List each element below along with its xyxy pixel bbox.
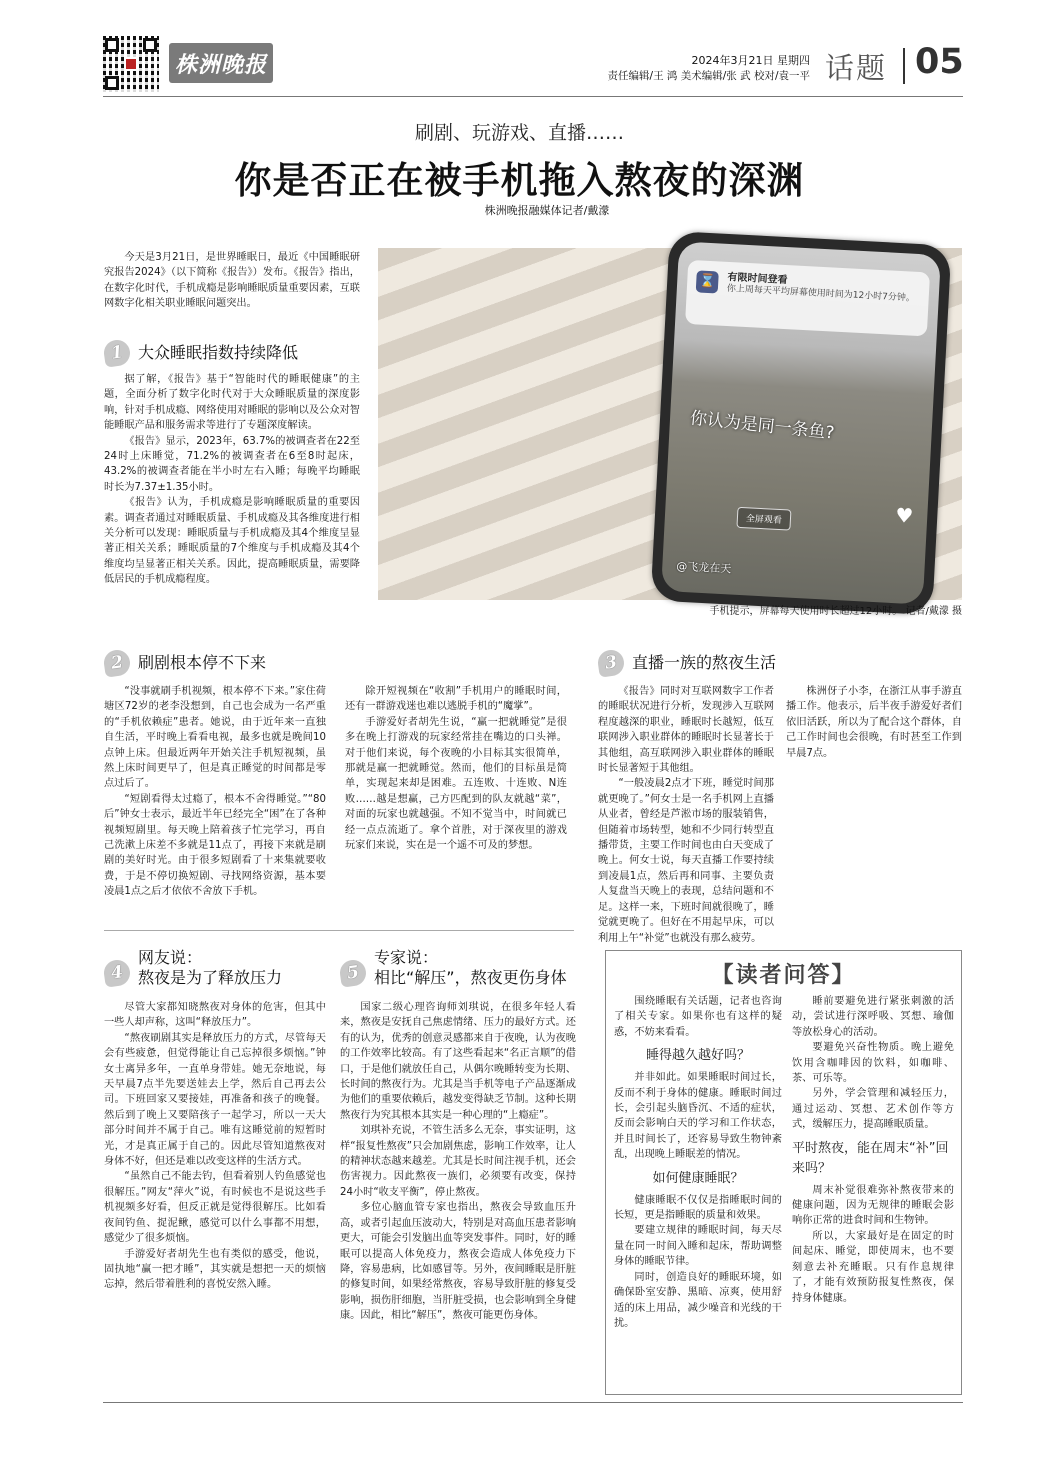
editors-line: 责任编辑/王 鸿 美术编辑/张 武 校对/袁一平	[607, 70, 810, 82]
qa-a2-p6: 另外，学会管理和减轻压力，通过运动、冥想、艺术创作等方式，缓解压力，提高睡眠质量。	[792, 1088, 954, 1131]
section-3-title: 直播一族的熬夜生活	[632, 653, 777, 672]
section-2-number: 2	[102, 648, 131, 677]
section-name: 话题	[825, 51, 888, 85]
qa-a2-p2: 要建立规律的睡眠时间，每天尽量在同一时间入睡和起床，帮助调整身体的睡眠节律。	[614, 1225, 782, 1268]
section-2-p2: “短剧看得太过瘾了，根本不舍得睡觉。”“80后”钟女士表示，最近半年已经完全“困”在了各种视频短剧里。每天晚上陪着孩子忙完学习，再自己洗漱上床差不多就是11点了，再接下来就是刷剧的美好时光。由于很多短剧看了十来集就要收费，于是不停切换短剧、寻找网络资源，基本要凌晨1点之后才依依不舍放下手机。	[104, 793, 326, 898]
video-caption: 你认为是同一条鱼?	[689, 408, 836, 444]
section-4-p3: “虽然自己不能去钓，但看着别人钓鱼感觉也很解压。”网友“萍火”说，有时候也不是说这些手机视频多好看，但反正就是觉得很解压。比如看夜间钓鱼、捉泥鳅，感觉可以什么事都不用想，感觉少了很多烦恼。	[104, 1171, 326, 1245]
qa-q2: 如何健康睡眠？	[652, 1170, 744, 1186]
lead-paragraph	[104, 250, 360, 312]
qa-col-b	[792, 994, 954, 1390]
section-4-number: 4	[102, 958, 131, 987]
section-3-number: 3	[596, 648, 625, 677]
section-5-number: 5	[338, 958, 367, 987]
section-4-title-line2: 熬夜是为了释放压力	[138, 968, 283, 987]
masthead-text: 株洲晚报	[174, 51, 267, 78]
section-3-heading	[598, 650, 776, 676]
section-5-p3: 多位心脑血管专家也指出，熬夜会导致血压升高，或者引起血压波动大，特别是对高血压患者影响更大，可能会引发脑出血等突发事件。同时，好的睡眠可以提高人体免疫力，熬夜会造成人体免疫力下降，容易患病，比如感冒等。另外，夜间睡眠是肝脏的修复时间，如果经常熬夜，容易导致肝脏的修复受影响，损伤肝细胞，当肝脏受损，也会影响到全身健康。因此，相比“解压”，熬夜可能更伤身体。	[340, 1202, 576, 1322]
section-3-p1: 《报告》同时对互联网数字工作者的睡眠状况进行分析，发现涉入互联网程度越深的职业，睡眠时长越短，低互联网涉入职业群体的睡眠时长显著长于其他组，高互联网涉入职业群体的睡眠时长显著短于其他组。	[598, 686, 774, 775]
section-2-title: 刷剧根本停不下来	[138, 653, 267, 672]
section-5-p2: 刘琪补充说，不管生活多么无奈，事实证明，这样“报复性熬夜”只会加剧焦虑，影响工作效率，让人的精神状态越来越差。尤其是长时间注视手机，还会伤害视力。因此熬夜一族们，必须要有改变，保持24小时“收支平衡”，停止熬夜。	[340, 1125, 576, 1198]
qa-q3: 平时熬夜，能在周末“补”回来吗？	[792, 1140, 949, 1176]
qa-a2-p1: 健康睡眠不仅仅是指睡眠时间的长短，更是指睡眠的质量和效果。	[614, 1194, 782, 1222]
qa-q1: 睡得越久越好吗？	[645, 1048, 750, 1064]
section-3-col-a	[598, 684, 774, 944]
masthead-logo	[169, 43, 273, 83]
photo-caption: 手机提示，屏幕每天使用时长超过12小时。 记者/戴濛 摄	[709, 606, 962, 617]
hourglass-icon: ⌛	[696, 270, 719, 293]
section-2-heading	[104, 650, 266, 676]
qa-intro: 围绕睡眠有关话题，记者也咨询了相关专家。如果你也有这样的疑惑，不妨来看看。	[614, 996, 782, 1038]
section-1-title: 大众睡眠指数持续降低	[138, 343, 299, 362]
photo	[378, 248, 962, 600]
header-rule	[103, 96, 963, 97]
section-3-col-b	[786, 684, 962, 916]
section-4-heading	[104, 948, 282, 988]
section-2-col-a	[104, 684, 326, 916]
section-2-p4: 手游爱好者胡先生说，“赢一把就睡觉”是很多在晚上打游戏的玩家经常挂在嘴边的口头禅。对于他们来说，每个夜晚的小目标其实很简单，那就是赢一把就睡觉。然而，他们的目标虽是简单，实现起来却是困难。五连败、十连败、N连败……越是想赢，己方匹配到的队友就越“菜”，对面的玩家也就越强。不知不觉当中，时间就已经一点点流逝了。拿个首胜，对于深夜里的游戏玩家们来说，实在是一个遥不可及的梦想。	[345, 716, 567, 852]
account-name: @飞龙在天	[675, 559, 732, 576]
reader-qa-title: 【读者问答】	[711, 963, 856, 988]
phone-screen	[661, 241, 941, 604]
heart-icon[interactable]: ♥	[894, 503, 914, 528]
qa-a3-p1: 周末补觉很难弥补熬夜带来的健康问题，因为无规律的睡眠会影响你正常的进食时间和生物钟。	[792, 1184, 954, 1227]
section-4-p2: “熬夜刷剧其实是释放压力的方式，尽管每天会有些疲惫，但觉得能让自己忘掉很多烦恼。”钟女士离异多年，一直单身带娃。她无奈地说，每天早晨7点半先要送娃去上学，然后自己再去公司。下班回家又要接娃，再准备和孩子的晚餐。然后到了晚上又要陪孩子一起学习，所以一天大部分时间并不属于自己。唯有这睡觉前的短暂时光，才是真正属于自己的。因此尽管知道熬夜对身体不好，但还是难以改变这样的生活方式。	[104, 1032, 326, 1168]
section-5-heading	[340, 948, 567, 988]
section-5-p1: 国家二级心理咨询师刘琪说，在很多年轻人看来，熬夜是安抚自己焦虑情绪、压力的最好方式。还有的认为，优秀的创意灵感都来自于夜晚，认为夜晚的工作效率比较高。有了这些看起来“名正言顺”的借口，于是他们就放任自己，从偶尔晚睡转变为长期、长时间的熬夜行为。尤其是当手机等电子产品逐渐成为他们的重要依赖后，越发变得缺乏节制。这种长期熬夜行为究其根本其实是一种心理的“上瘾症”。	[340, 1002, 576, 1121]
section-1-p2: 《报告》显示，2023年，63.7%的被调查者在22至24时上床睡觉，71.2%的被调查者在6至8时起床，43.2%的被调查者能在半小时左右入睡；每晚平均睡眠时长为7.37±1.35小时。	[104, 435, 360, 493]
notification-title: 有限时间登看	[727, 271, 788, 287]
qa-a2-p5: 要避免兴奋性物质。晚上避免饮用含咖啡因的饮料，如咖啡、茶、可乐等。	[792, 1042, 954, 1085]
fullscreen-button[interactable]	[736, 507, 791, 531]
section-5-title-line2: 相比“解压”，熬夜更伤身体	[374, 968, 567, 987]
fullscreen-label: 全屏观看	[745, 514, 783, 527]
qr-code	[103, 36, 159, 92]
section-1-p3: 《报告》认为，手机成瘾是影响睡眠质量的重要因素。调查者通过对睡眠质量、手机成瘾及其各维度进行相关分析可以发现：睡眠质量与手机成瘾及其4个维度呈显著正相关关系；睡眠质量的7个维度与手机成瘾及其4个维度均呈显著正相关关系。因此，提高睡眠质量，需要降低居民的手机成瘾程度。	[104, 497, 360, 586]
section-2-p3: 除开短视频在“收割”手机用户的睡眠时间，还有一群游戏迷也难以逃脱手机的“魔掌”。	[345, 686, 567, 713]
lead-text: 今天是3月21日，是世界睡眠日，最近《中国睡眠研究报告2024》（以下简称《报告》）发布。《报告》指出，在数字化时代，手机成瘾是影响睡眠质量重要因素，互联网数字化相关职业睡眠问题突出。	[104, 252, 360, 310]
date-line: 2024年3月21日 星期四	[691, 54, 810, 67]
notification-body: 你上周每天平均屏幕使用时间为12小时7分钟。	[726, 283, 916, 304]
section-1-p1: 据了解，《报告》基于“智能时代的睡眠健康”的主题，全面分析了数字化时代对于大众睡眠质量的深度影响，针对手机成瘾、网络使用对睡眠的影响以及公众对智能睡眠产品和服务需求等进行了专题深度解读。	[104, 374, 360, 432]
header-divider	[903, 48, 905, 84]
kicker: 刷剧、玩游戏、直播……	[414, 122, 624, 144]
section-2-p1: “没事就刷手机视频，根本停不下来。”家住荷塘区72岁的老李没想到，自己也会成为一名严重的“手机依赖症”患者。她说，由于近年来一直独自生活，平时晚上看看电视，最多也就是晚间10点钟上床。但最近两年开始关注手机短视频，虽然上床时间更早了，但是真正睡觉的时间都是零点过后了。	[104, 686, 326, 790]
page-number: 05	[915, 42, 964, 82]
qa-a2-p3: 同时，创造良好的睡眠环境，如确保卧室安静、黑暗、凉爽，使用舒适的床上用品，减少噪音和光线的干扰。	[614, 1271, 782, 1329]
headline: 你是否正在被手机拖入熬夜的深渊	[234, 159, 805, 202]
section-4-p4: 手游爱好者胡先生也有类似的感受，他说，固执地“赢一把才睡”，其实就是想把一天的烦恼忘掉，然后带着胜利的喜悦安然入睡。	[104, 1248, 326, 1291]
section-1	[104, 340, 360, 588]
section-5-body	[340, 1000, 576, 1392]
section-1-number: 1	[102, 338, 131, 367]
section-3-p2: “一般凌晨2点才下班，睡觉时间那就更晚了。”何女士是一名手机网上直播从业者，曾经是芦淞市场的服装销售，但随着市场转型，她和不少同行转型直播带货，主要工作时间也由白天变成了晚上。何女士说，每天直播工作要持续到凌晨1点，然后再和同事、主要负责人复盘当天晚上的表现，总结问题和不足。这样一来，下班时间就很晚了，睡觉就更晚了。但好在不用起早床，可以利用上午“补觉”也就没有那么疲劳。	[598, 778, 774, 944]
footer-rule	[103, 1402, 963, 1403]
section-4-title	[138, 948, 282, 988]
section-5-title	[374, 948, 567, 988]
phone	[651, 231, 952, 615]
section-3-p3: 株洲伢子小李，在浙江从事手游直播工作。他表示，后半夜手游爱好者们依旧活跃，所以为了配合这个群体，自己工作时间也会很晚，有时甚至工作到早晨7点。	[786, 686, 962, 759]
section-4-body	[104, 1000, 326, 1392]
middle-rule	[104, 930, 574, 931]
qa-col-a	[614, 994, 782, 1390]
section-2-col-b	[345, 684, 567, 916]
section-4-title-line1: 网友说：	[138, 948, 203, 967]
qa-a2-p4: 睡前要避免进行紧张刺激的活动，尝试进行深呼吸、冥想、瑜伽等放松身心的活动。	[792, 996, 954, 1038]
qa-a3-p2: 所以，大家最好是在固定的时间起床、睡觉，即使周末，也不要刻意去补充睡眠。只有作息规律了，才能有效预防报复性熬夜，保持身体健康。	[792, 1230, 954, 1304]
qa-a1: 并非如此。如果睡眠时间过长，反而不利于身体的健康。睡眠时间过长，会引起头脑昏沉、不适的症状，反而会影响白天的学习和工作状态，并且时间长了，还容易导致生物钟紊乱，出现晚上睡眠差的情况。	[614, 1072, 782, 1161]
section-5-title-line1: 专家说：	[374, 948, 439, 967]
byline: 株洲晚报融媒体记者/戴濛	[484, 204, 610, 217]
section-4-p1: 尽管大家都知晓熬夜对身体的危害，但其中一些人却声称，这叫“释放压力”。	[104, 1002, 326, 1029]
section-1-heading	[104, 340, 360, 366]
notification-card	[685, 260, 930, 337]
